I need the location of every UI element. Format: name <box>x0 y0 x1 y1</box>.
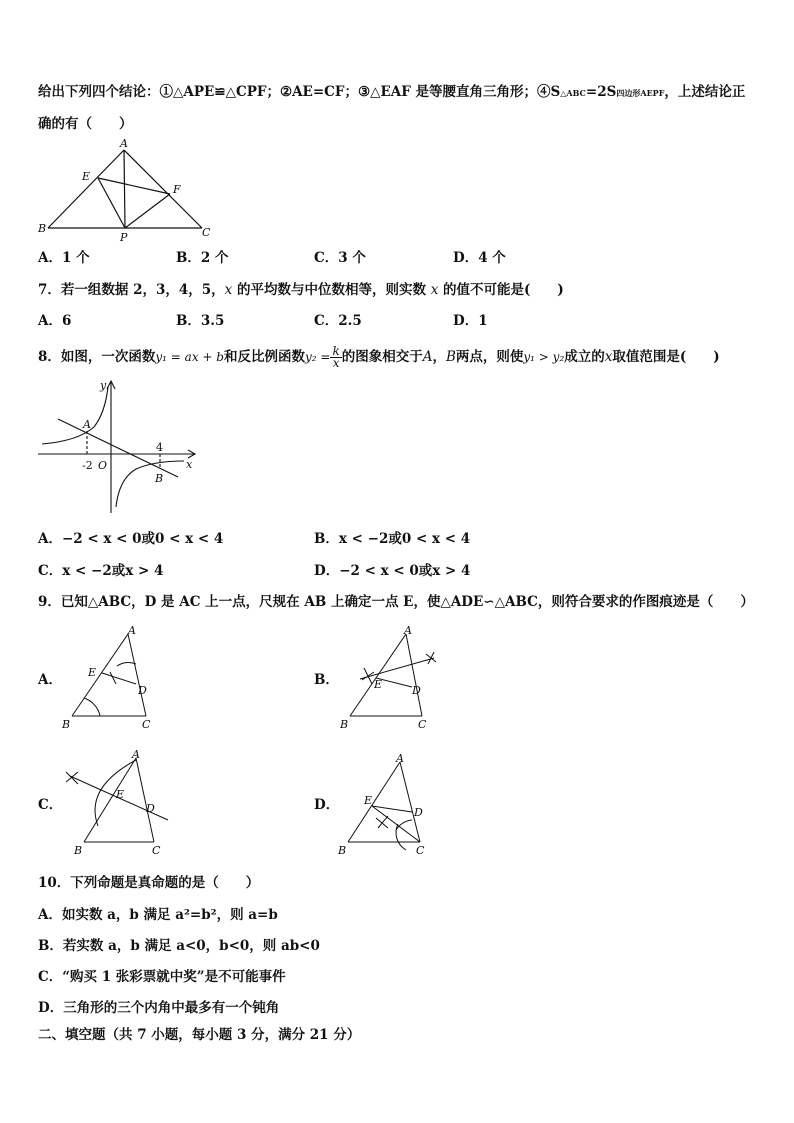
q8-inequality: y₁ > y₂ <box>523 350 565 364</box>
fig9c-label-e: E <box>116 788 125 801</box>
fig9b-label-c: C <box>418 718 427 731</box>
q10-option-d: D．三角形的三个内角中最多有一个钝角 <box>38 1000 280 1016</box>
q6-option-b: B．2 个 <box>176 250 229 266</box>
q6-option-d: D．4 个 <box>453 250 506 266</box>
fig9c-label-a: A <box>132 748 140 761</box>
q10-stem: 10．下列命题是真命题的是（ ） <box>38 875 260 891</box>
q6-option-a: A．1 个 <box>38 250 90 266</box>
fig8-point-a: A <box>83 418 91 431</box>
q10-option-a: A．如实数 a，b 满足 a²=b²，则 a=b <box>38 907 278 923</box>
q9-stem: 9．已知△ABC，D 是 AC 上一点，尺规在 AB 上确定一点 E，使△ADE∽△ABC，则符合要求的作图痕迹是（ ） <box>38 594 754 610</box>
fig9d-label-d: D <box>414 806 423 819</box>
fig9a-label-a: A <box>128 624 136 637</box>
fig6-label-p: P <box>120 231 128 244</box>
q9-figure-b <box>336 624 446 734</box>
q8-option-b: B．x < −2或0 < x < 4 <box>314 531 471 547</box>
q8-function-graph <box>36 375 201 515</box>
fig9d-label-b: B <box>338 844 347 857</box>
fig9c-label-b: B <box>74 844 83 857</box>
q8-stem: 8．如图，一次函数y₁ = ax + b和反比例函数y₂ = $\frac{k}{x}$ 的图象相交于A，B两点，则使y₁ > y₂成立的x取值范围是( ) <box>38 344 720 370</box>
q8-option-c: C．x < −2或x > 4 <box>38 563 164 579</box>
q10-option-b: B．若实数 a，b 满足 a<0，b<0，则 ab<0 <box>38 938 320 954</box>
fig9c-label-d: D <box>146 802 155 815</box>
fig9a-label-d: D <box>138 684 147 697</box>
q6-stem-line2: 确的有（ ） <box>38 116 133 132</box>
fig8-tick-neg2: -2 <box>82 459 93 472</box>
fig9d-label-a: A <box>396 752 404 765</box>
q8-linear-function: y₁ = ax + b <box>155 350 224 364</box>
q7-option-d: D．1 <box>453 313 488 329</box>
fig9d-label-c: C <box>416 844 425 857</box>
q9-option-d: D． <box>314 797 340 813</box>
fig9b-label-a: A <box>404 624 412 637</box>
q7-option-c: C．2.5 <box>314 313 362 329</box>
q9-figure-d <box>334 750 444 860</box>
q8-option-d: D．−2 < x < 0或x > 4 <box>314 563 471 579</box>
fig8-tick-4: 4 <box>156 441 163 454</box>
q7-option-b: B．3.5 <box>176 313 225 329</box>
q9-option-b: B． <box>314 672 339 688</box>
q7-option-a: A．6 <box>38 313 72 329</box>
q6-s-sub-abc: △ABC <box>560 88 586 98</box>
q7-stem: 7．若一组数据 2，3，4，5，x 的平均数与中位数相等，则实数 x 的值不可能是( ) <box>38 282 564 298</box>
fig9b-label-b: B <box>340 718 349 731</box>
fig6-label-e: E <box>82 170 91 183</box>
q9-option-a: A． <box>38 672 62 688</box>
fig9b-label-e: E <box>374 678 383 691</box>
q10-option-c: C．“购买 1 张彩票就中奖”是不可能事件 <box>38 969 286 985</box>
q8-option-a: A．−2 < x < 0或0 < x < 4 <box>38 531 224 547</box>
fig9a-label-c: C <box>142 718 151 731</box>
q6-option-c: C．3 个 <box>314 250 366 266</box>
q9-option-c: C． <box>38 797 63 813</box>
fig9b-label-d: D <box>412 684 421 697</box>
section2-title: 二、填空题（共 7 小题，每小题 3 分，满分 21 分） <box>38 1027 361 1043</box>
q6-s-sub-quad: 四边形AEPF <box>616 88 665 98</box>
fig8-axis-y: y <box>100 379 107 392</box>
fig6-label-c: C <box>202 226 211 239</box>
fig8-origin: O <box>98 459 108 472</box>
fig8-axis-x: x <box>186 458 193 471</box>
fig9a-label-e: E <box>88 666 97 679</box>
fig8-point-b: B <box>155 472 164 485</box>
q6-stem-line1: 给出下列四个结论：①△APE≌△CPF；②AE=CF；③△EAF 是等腰直角三角形；④S△ABC=2S四边形AEPF，上述结论正 <box>38 84 746 100</box>
fig9c-label-c: C <box>152 844 161 857</box>
fig6-label-f: F <box>173 183 181 196</box>
fig6-label-b: B <box>38 222 47 235</box>
q8-fraction: $\frac{k}{x}$ <box>332 344 340 370</box>
q9-figure-a <box>58 624 168 734</box>
fig6-label-a: A <box>120 137 128 150</box>
fig9d-label-e: E <box>364 794 373 807</box>
fig9a-label-b: B <box>62 718 71 731</box>
q9-figure-c <box>58 748 178 860</box>
q6-triangle-figure <box>36 138 216 242</box>
